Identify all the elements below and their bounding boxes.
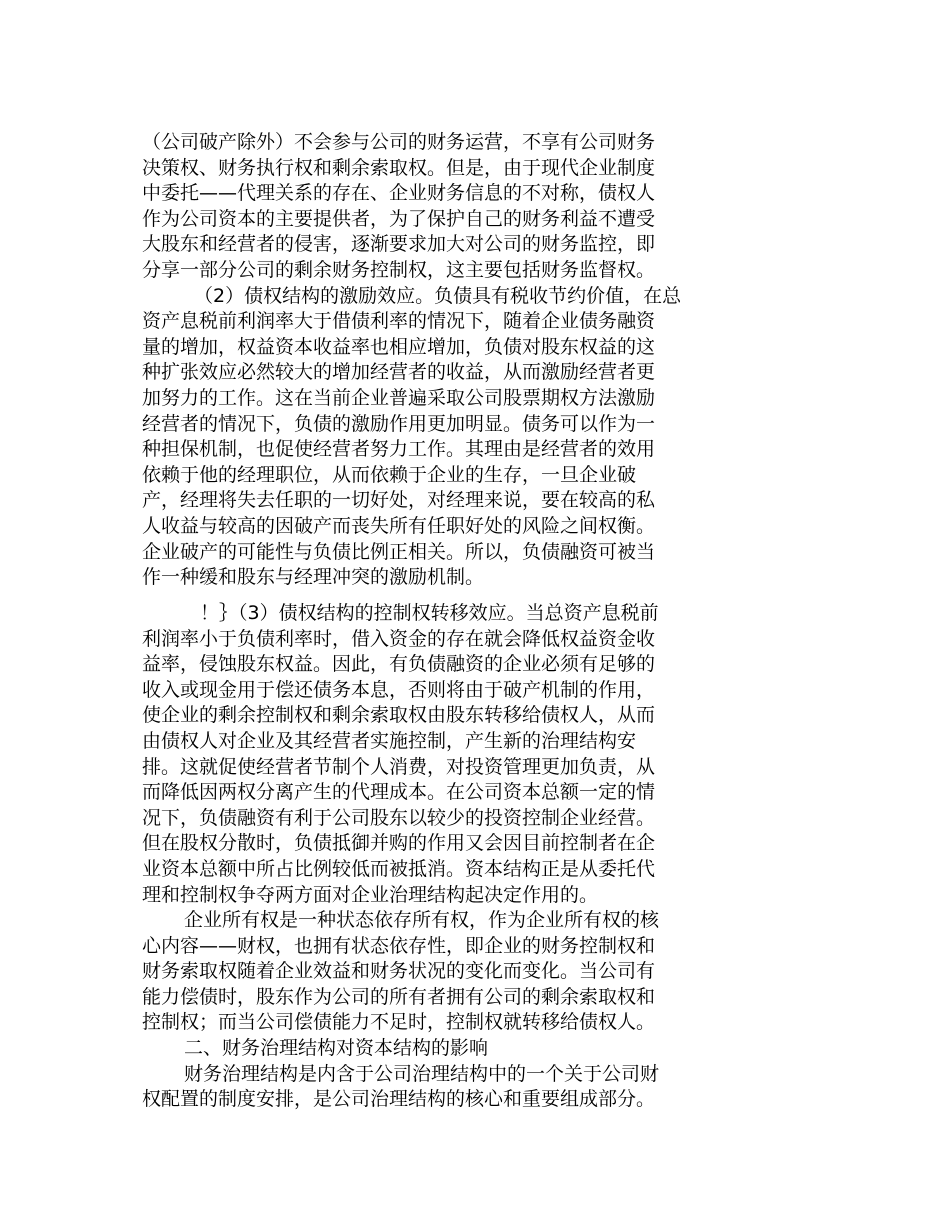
text-line: 中委托——代理关系的存在、企业财务信息的不对称，债权人 [142, 182, 656, 205]
text-line: 经营者的情况下，负债的激励作用更加明显。债务可以作为一 [142, 412, 656, 435]
paragraph-creditor-rights [142, 130, 814, 284]
section-title: 二、财务治理结构对资本结构的影响 [184, 1037, 489, 1059]
text-line: 决策权、财务执行权和剩余索取权。但是，由于现代企业制度 [142, 156, 656, 179]
text-line: 加努力的工作。这在当前企业普遍采取公司股票期权方法激励 [142, 386, 656, 409]
text-line: 作为公司资本的主要提供者，为了保护自己的财务利益不遭受 [142, 207, 656, 230]
text-line: 但在股权分散时，负债抵御并购的作用又会因目前控制者在企 [142, 832, 656, 855]
text-line: 由债权人对企业及其经营者实施控制，产生新的治理结构安 [142, 729, 637, 752]
text-line: 种担保机制，也促使经营者努力工作。其理由是经营者的效用 [142, 438, 656, 461]
text-line: 排。这就促使经营者节制个人消费，对投资管理更加负责，从 [142, 755, 656, 778]
paragraph-incentive-effect [142, 284, 814, 591]
text-line: 收入或现金用于偿还债务本息，否则将由于破产机制的作用， [142, 678, 656, 701]
text-line: 理和控制权争夺两方面对企业治理结构起决定作用的。 [142, 883, 599, 906]
text-line: 资产息税前利润率大于借债利率的情况下，随着企业债务融资 [142, 310, 656, 333]
text-line: 种扩张效应必然较大的增加经营者的收益，从而激励经营者更 [142, 361, 656, 384]
text-line: 企业破产的可能性与负债比例正相关。所以，负债融资可被当 [142, 540, 656, 563]
text-line: 作一种缓和股东与经理冲突的激励机制。 [142, 566, 485, 589]
text-line: 企业所有权是一种状态依存所有权，作为企业所有权的核 [184, 909, 660, 931]
text-line: 量的增加，权益资本收益率也相应增加，负债对股东权益的这 [142, 335, 656, 358]
text-line: 分享一部分公司的剩余财务控制权，这主要包括财务监督权。 [142, 258, 656, 281]
paragraph-financial-governance [142, 1062, 814, 1113]
text-line: 益率，侵蚀股东权益。因此，有负债融资的企业必须有足够的 [142, 653, 656, 676]
paragraph-control-transfer [142, 601, 814, 908]
text-line: ！｝（3）债权结构的控制权转移效应。当总资产息税前 [200, 602, 659, 624]
text-line: 依赖于他的经理职位，从而依赖于企业的生存，一旦企业破 [142, 463, 637, 486]
text-line: （公司破产除外）不会参与公司的财务运营，不享有公司财务 [142, 131, 656, 153]
text-line: 心内容——财权，也拥有状态依存性，即企业的财务控制权和 [142, 934, 656, 957]
text-line: 业资本总额中所占比例较低而被抵消。资本结构正是从委托代 [142, 857, 656, 880]
text-line: 控制权；而当公司偿债能力不足时，控制权就转移给债权人。 [142, 1011, 656, 1034]
paragraph-ownership [142, 908, 814, 1036]
text-line: 利润率小于负债利率时，借入资金的存在就会降低权益资金收 [142, 627, 656, 650]
text-line: （2）债权结构的激励效应。负债具有税收节约价值，在总 [194, 284, 682, 307]
text-line: 使企业的剩余控制权和剩余索取权由股东转移给债权人，从而 [142, 704, 656, 727]
text-line: 大股东和经营者的侵害，逐渐要求加大对公司的财务监控，即 [142, 233, 656, 256]
text-line: 权配置的制度安排，是公司治理结构的核心和重要组成部分。 [142, 1088, 656, 1111]
text-line: 况下，负债融资有利于公司股东以较少的投资控制企业经营。 [142, 806, 656, 829]
text-line: 而降低因两权分离产生的代理成本。在公司资本总额一定的情 [142, 781, 656, 804]
text-line: 财务索取权随着企业效益和财务状况的变化而变化。当公司有 [142, 960, 656, 983]
text-line: 人收益与较高的因破产而丧失所有任职好处的风险之间权衡。 [142, 514, 656, 537]
text-line: 能力偿债时，股东作为公司的所有者拥有公司的剩余索取权和 [142, 985, 656, 1008]
text-line: 产，经理将失去任职的一切好处，对经理来说，要在较高的私 [142, 489, 656, 512]
text-line: 财务治理结构是内含于公司治理结构中的一个关于公司财 [184, 1062, 660, 1085]
section-heading [142, 1036, 814, 1062]
